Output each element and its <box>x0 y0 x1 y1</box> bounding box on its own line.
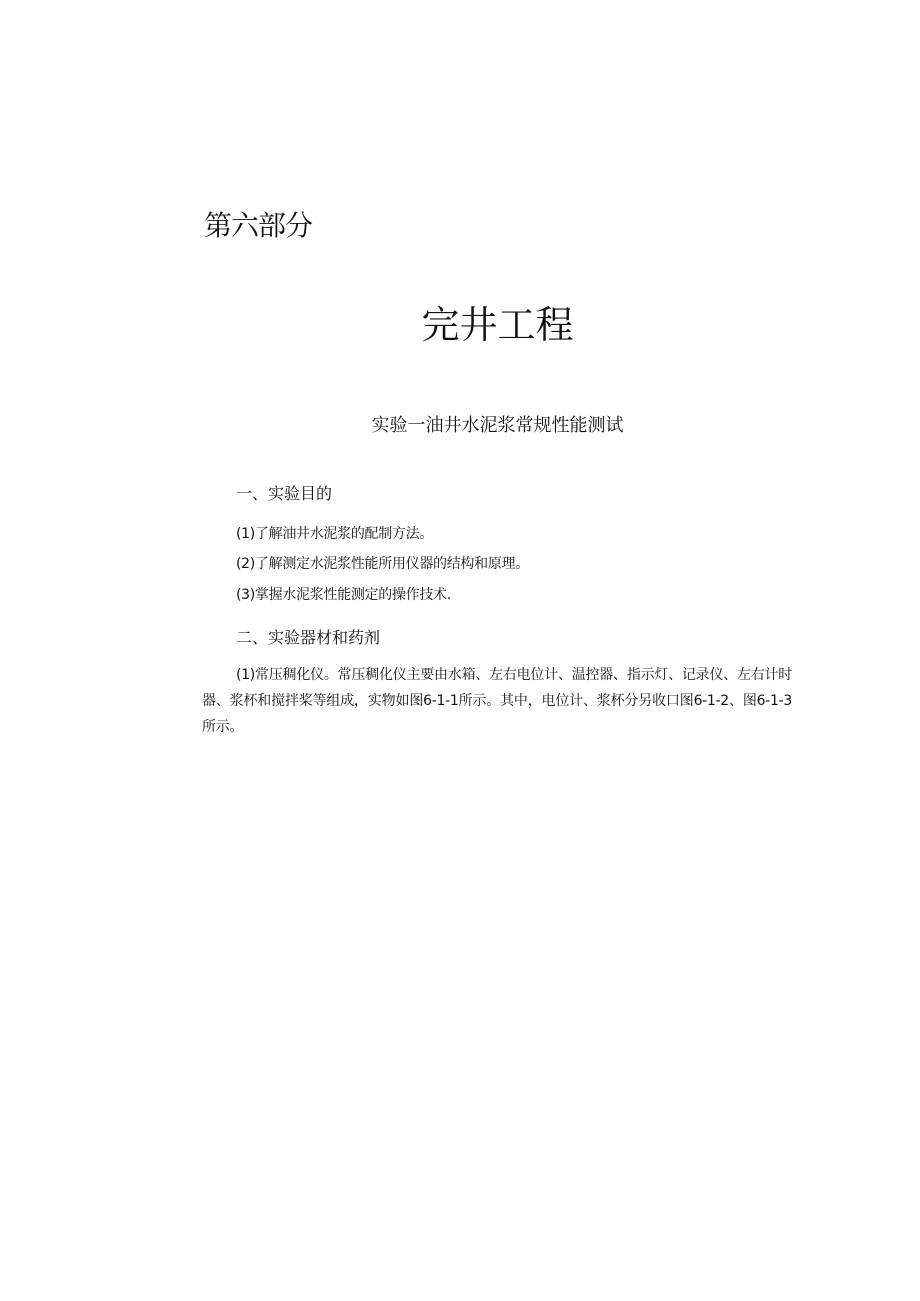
equipment-paragraph: (1)常压稠化仪。常压稠化仪主要由水箱、左右电位计、温控器、指示灯、记录仪、左右计时器、浆杯和搅拌桨等组成，实物如图6-1-1所示。其中，电位计、浆杯分另收口图6-1-2、图6-1-3所示。 <box>202 667 792 735</box>
section-heading-equipment: 二、实验器材和药剂 <box>236 628 381 647</box>
objective-item-2: (2)了解测定水泥浆性能所用仪器的结构和原理。 <box>236 556 529 572</box>
part-label: 第六部分 <box>204 209 313 242</box>
objective-item-1: (1)了解油井水泥浆的配制方法。 <box>236 526 434 542</box>
objective-item-3: (3)掌握水泥浆性能测定的操作技术. <box>236 587 451 603</box>
experiment-title: 实验一油井水泥浆常规性能测试 <box>371 415 624 436</box>
section-heading-objectives: 一、实验目的 <box>236 484 333 503</box>
chapter-title: 完井工程 <box>421 303 574 347</box>
